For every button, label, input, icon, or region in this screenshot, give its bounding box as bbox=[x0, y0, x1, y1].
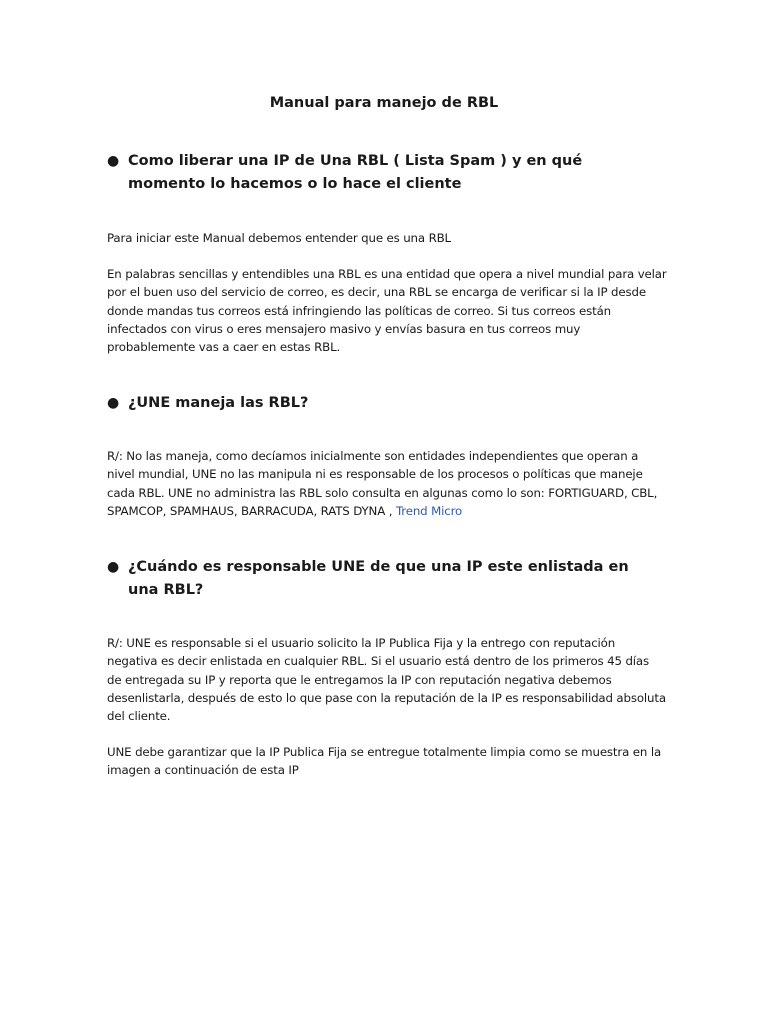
paragraph-closing: UNE debe garantizar que la IP Publica Fija se entregue totalmente limpia como se muestra en la imagen a continuación de esta IP bbox=[107, 745, 662, 778]
trend-micro-link[interactable]: Trend Micro bbox=[395, 503, 463, 518]
paragraph-rbl-definition: En palabras sencillas y entendibles una RBL es una entidad que opera a nivel mundial para velar por el buen uso del servicio de correo, es decir, una RBL se encarga de verificar si la IP desde donde mandas tus correos está infringiendo las políticas de correo. Si tus correos están infectados con virus o eres mensajero masivo y envías basura en tus correos muy probablemente vas a caer en estas RBL. bbox=[107, 267, 667, 355]
paragraph-answer-1 bbox=[107, 447, 667, 520]
document-title: Manual para manejo de RBL bbox=[269, 95, 499, 111]
bullet-icon: ● bbox=[107, 559, 120, 575]
section-heading-une-maneja bbox=[107, 392, 660, 415]
bullet-icon: ● bbox=[107, 395, 120, 411]
section-heading-cuando-responsable bbox=[107, 556, 660, 602]
answer-1-text: R/: No las maneja, como decíamos inicialmente son entidades independientes que operan a nivel mundial, UNE no las manipula ni es responsable de los procesos o políticas que maneje cada RBL. UNE no administra las RBL solo consulta en algunas como lo son: FORTIGUARD, CBL, SPAMCOP, SPAMHAUS, BARRACUDA, RATS DYNA , bbox=[107, 449, 658, 518]
section-heading-text: ¿UNE maneja las RBL? bbox=[128, 395, 309, 411]
section-heading-text: ¿Cuándo es responsable UNE de que una IP este enlistada en una RBL? bbox=[128, 559, 629, 598]
paragraph-intro: Para iniciar este Manual debemos entender que es una RBL bbox=[107, 231, 451, 245]
section-heading-text: Como liberar una IP de Una RBL ( Lista Spam ) y en qué momento lo hacemos o lo hace el cliente bbox=[128, 153, 583, 192]
paragraph-answer-2: R/: UNE es responsable si el usuario solicito la IP Publica Fija y la entrego con reputación negativa es decir enlistada en cualquier RBL. Si el usuario está dentro de los primeros 45 días de entregada su IP y reporta que le entregamos la IP con reputación negativa debemos desenlistarla, después de esto lo que pase con la reputación de la IP es responsabilidad absoluta del cliente. bbox=[107, 636, 666, 724]
section-heading-liberar-ip bbox=[107, 150, 660, 196]
bullet-icon: ● bbox=[107, 153, 120, 169]
